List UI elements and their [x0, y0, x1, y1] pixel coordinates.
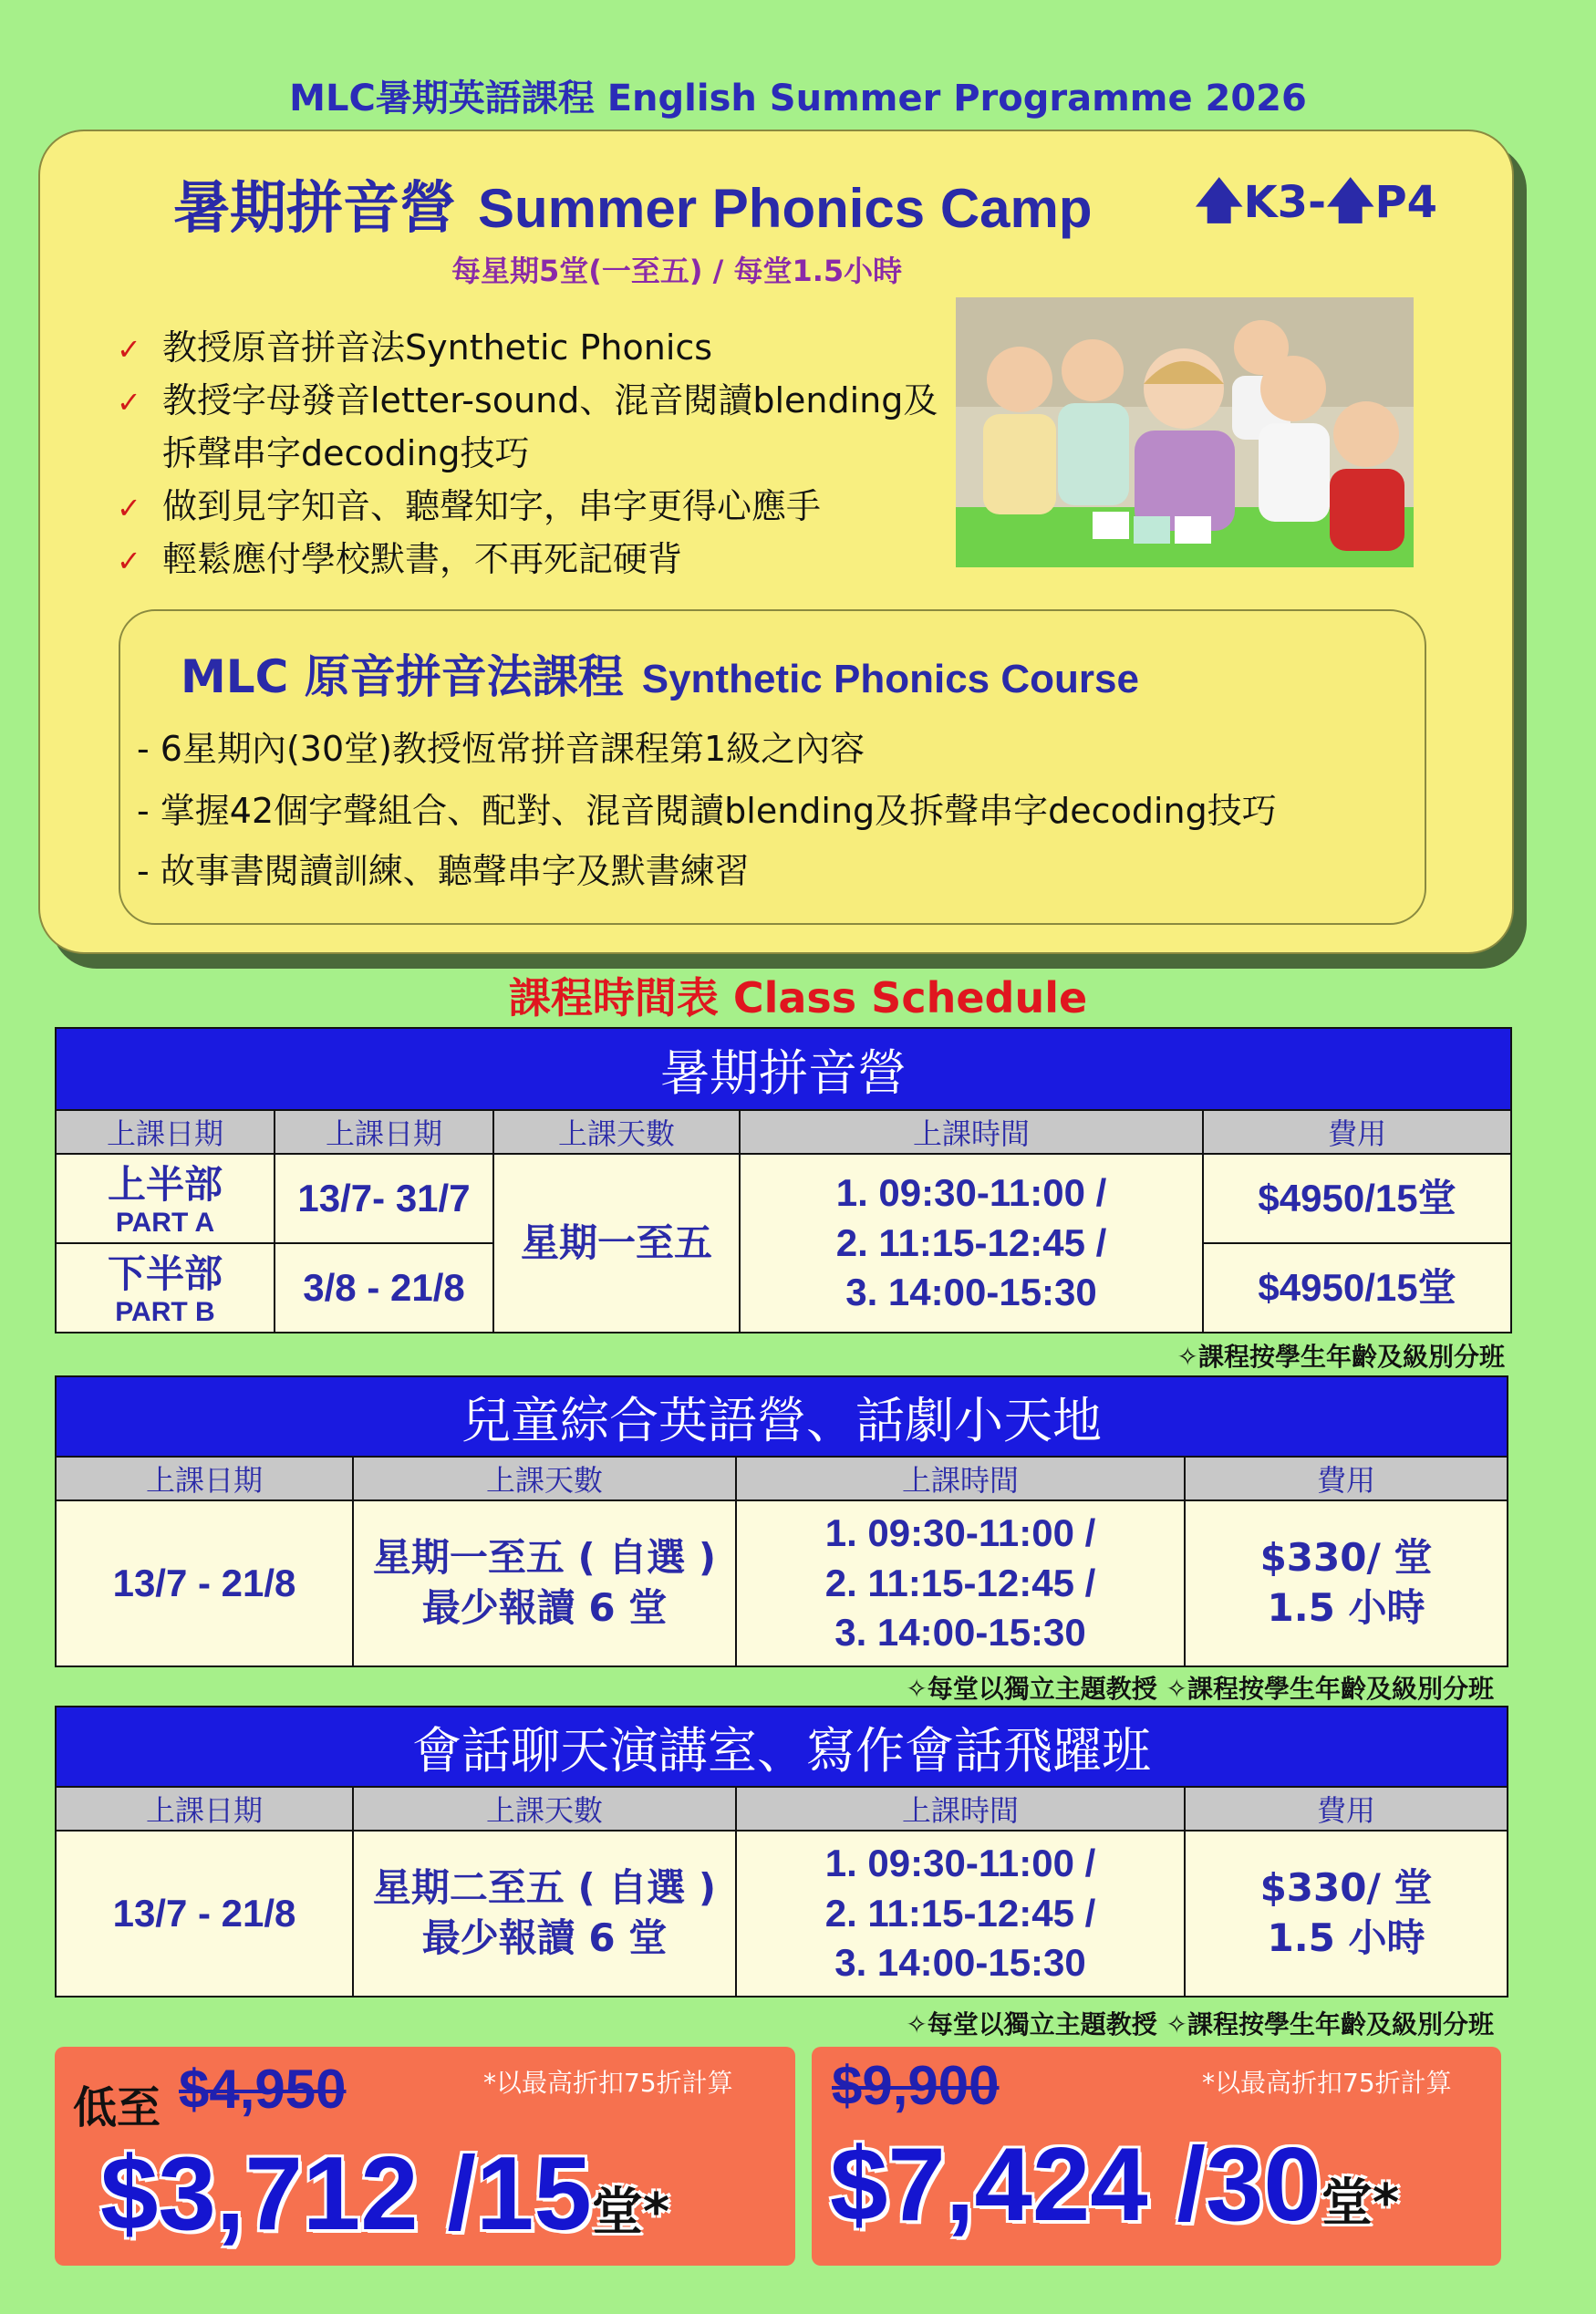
table-note: ✧課程按學生年齡及級別分班	[1176, 1342, 1505, 1372]
promo-note: *以最高折扣75折計算	[1202, 2068, 1452, 2098]
table-note: ✧每堂以獨立主題教授 ✧課程按學生年齡及級別分班	[906, 1674, 1494, 1704]
class-photo-illustration	[956, 297, 1414, 567]
course-line: - 掌握42個字聲組合、配對、混音閱讀blending及拆聲串字decoding技巧	[137, 791, 1277, 831]
check-icon: ✓	[117, 544, 141, 578]
part-b-cell: 下半部 PART B	[56, 1243, 275, 1333]
check-icon: ✓	[117, 332, 141, 367]
part-a-cell: 上半部 PART A	[56, 1154, 275, 1243]
feature-bullet: 拆聲串字decoding技巧	[162, 433, 530, 473]
times-cell: 1. 09:30-11:00 / 2. 11:15-12:45 / 3. 14:00-15:30	[740, 1154, 1203, 1333]
course-title	[181, 640, 1139, 706]
fee-cell: $330/ 堂 1.5 小時	[1185, 1831, 1508, 1997]
times-cell: 1. 09:30-11:00 / 2. 11:15-12:45 / 3. 14:00-15:30	[736, 1500, 1185, 1666]
column-header: 費用	[1185, 1457, 1508, 1500]
table-title: 會話聊天演講室、寫作會話飛躍班	[56, 1707, 1508, 1787]
column-header: 上課時間	[736, 1457, 1185, 1500]
column-header: 上課天數	[353, 1457, 736, 1500]
promo-price: $7,424 /30堂*	[830, 2127, 1400, 2243]
column-header: 上課時間	[736, 1787, 1185, 1831]
camp-title-zh: 暑期拼音營	[173, 174, 457, 241]
promo-note: *以最高折扣75折計算	[483, 2068, 733, 2098]
fee-cell: $330/ 堂 1.5 小時	[1185, 1500, 1508, 1666]
dates-cell: 13/7 - 21/8	[56, 1831, 353, 1997]
column-header: 上課日期	[56, 1787, 353, 1831]
feature-bullet: ✓ 做到見字知音、聽聲知字，串字更得心應手	[117, 486, 822, 526]
check-icon: ✓	[117, 491, 141, 525]
column-header: 上課天數	[353, 1787, 736, 1831]
camp-title	[173, 162, 1093, 244]
camp-grade-range	[1195, 166, 1437, 247]
days-cell: 星期一至五	[493, 1154, 740, 1333]
table-note: ✧每堂以獨立主題教授 ✧課程按學生年齡及級別分班	[906, 2009, 1494, 2039]
check-icon: ✓	[117, 385, 141, 420]
arrow-up-icon: 🡅	[1325, 174, 1375, 229]
feature-bullet: ✓ 教授原音拼音法Synthetic Phonics	[117, 327, 713, 368]
page-header: MLC暑期英語課程 English Summer Programme 2026	[289, 78, 1307, 119]
course-title-en: Synthetic Phonics Course	[641, 657, 1139, 701]
column-header: 上課天數	[493, 1110, 740, 1154]
days-cell: 星期二至五 ( 自選 ) 最少報讀 6 堂	[353, 1831, 736, 1997]
table-title: 兒童綜合英語營、話劇小天地	[56, 1376, 1508, 1457]
table-title: 暑期拼音營	[56, 1028, 1511, 1110]
course-line: - 6星期內(30堂)教授恆常拼音課程第1級之內容	[137, 729, 865, 769]
arrow-up-icon: 🡅	[1195, 174, 1244, 229]
camp-subtitle: 每星期5堂(一至五) / 每堂1.5小時	[451, 254, 903, 288]
feature-bullet: ✓ 教授字母發音letter-sound、混音閱讀blending及	[117, 380, 938, 420]
part-b-dates: 3/8 - 21/8	[275, 1243, 493, 1333]
schedule-table-english-camp	[55, 1375, 1508, 1667]
schedule-table-conversation	[55, 1706, 1508, 1998]
part-a-dates: 13/7- 31/7	[275, 1154, 493, 1243]
promo-old-price: $9,900	[832, 2055, 1000, 2116]
grade-from: K3-	[1243, 177, 1326, 228]
part-a-fee: $4950/15堂	[1203, 1154, 1511, 1243]
column-header: 上課日期	[56, 1457, 353, 1500]
course-title-zh: MLC 原音拼音法課程	[181, 650, 624, 703]
column-header: 費用	[1185, 1787, 1508, 1831]
part-b-fee: $4950/15堂	[1203, 1243, 1511, 1333]
column-header: 上課日期	[56, 1110, 275, 1154]
column-header: 費用	[1203, 1110, 1511, 1154]
promo-low-to: 低至	[73, 2082, 161, 2133]
times-cell: 1. 09:30-11:00 / 2. 11:15-12:45 / 3. 14:00-15:30	[736, 1831, 1185, 1997]
promo-price: $3,712 /15堂*	[100, 2136, 670, 2252]
class-photo	[956, 297, 1414, 567]
feature-bullet: ✓ 輕鬆應付學校默書，不再死記硬背	[117, 539, 683, 579]
days-cell: 星期一至五 ( 自選 ) 最少報讀 6 堂	[353, 1500, 736, 1666]
column-header: 上課時間	[740, 1110, 1203, 1154]
schedule-table-phonics	[55, 1027, 1512, 1333]
column-header: 上課日期	[275, 1110, 493, 1154]
promo-old-price: $4,950	[179, 2059, 347, 2120]
schedule-title: 課程時間表 Class Schedule	[508, 973, 1088, 1022]
camp-title-en: Summer Phonics Camp	[478, 178, 1093, 239]
course-line: - 故事書閱讀訓練、聽聲串字及默書練習	[137, 851, 750, 891]
grade-to: P4	[1374, 177, 1438, 228]
dates-cell: 13/7 - 21/8	[56, 1500, 353, 1666]
